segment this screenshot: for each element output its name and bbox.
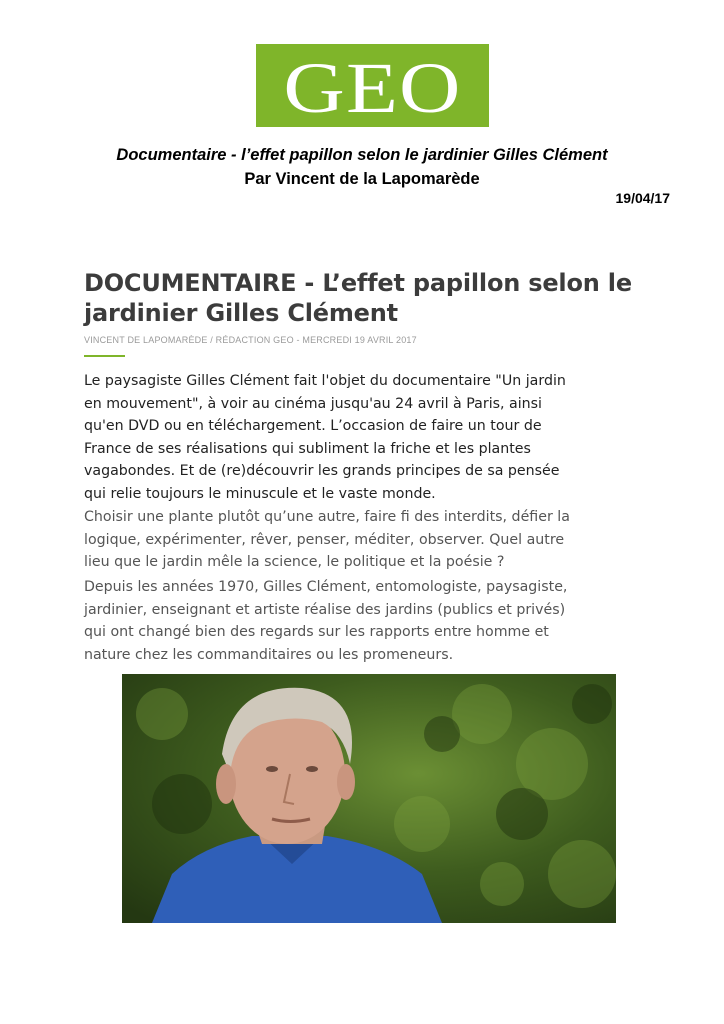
article-title: DOCUMENTAIRE - L’effet papillon selon le jardinier Gilles Clément: [84, 269, 632, 327]
article-photo: [122, 674, 616, 923]
article-paragraph: Depuis les années 1970, Gilles Clément, entomologiste, paysagiste, jardinier, enseignant et artiste réalise des jardins (publics et privés) qui ont changé bien des regards sur les rapports entre homme et nature chez les commanditaires ou les promeneurs.: [84, 579, 568, 663]
clipping-date: 19/04/17: [615, 190, 670, 206]
clipping-title: Documentaire - l’effet papillon selon le jardinier Gilles Clément: [116, 146, 608, 164]
clipping-byline: Par Vincent de la Lapomarède: [244, 170, 480, 188]
article-lead: Le paysagiste Gilles Clément fait l'objet du documentaire "Un jardin en mouvement", à voir au cinéma jusqu'au 24 avril à Paris, ainsi qu'en DVD ou en téléchargement. L’occasion de faire un tour de France de ses réalisations qui subliment la friche et les plantes vagabondes. Et de (re)découvrir les grands principes de sa pensée qui relie toujours le minuscule et le vaste monde.: [84, 373, 566, 502]
portrait-illustration: [122, 674, 616, 923]
title-divider: [84, 355, 125, 357]
logo-text: GEO: [283, 47, 462, 128]
article-meta: VINCENT DE LAPOMARÈDE / RÉDACTION GEO - MERCREDI 19 AVRIL 2017: [84, 335, 417, 345]
article-paragraph: Choisir une plante plutôt qu’une autre, faire fi des interdits, défier la logique, expérimenter, rêver, penser, méditer, observer. Quel autre lieu que le jardin mêle la science, le politique et la poésie ?: [84, 509, 570, 570]
geo-logo: [256, 44, 489, 127]
